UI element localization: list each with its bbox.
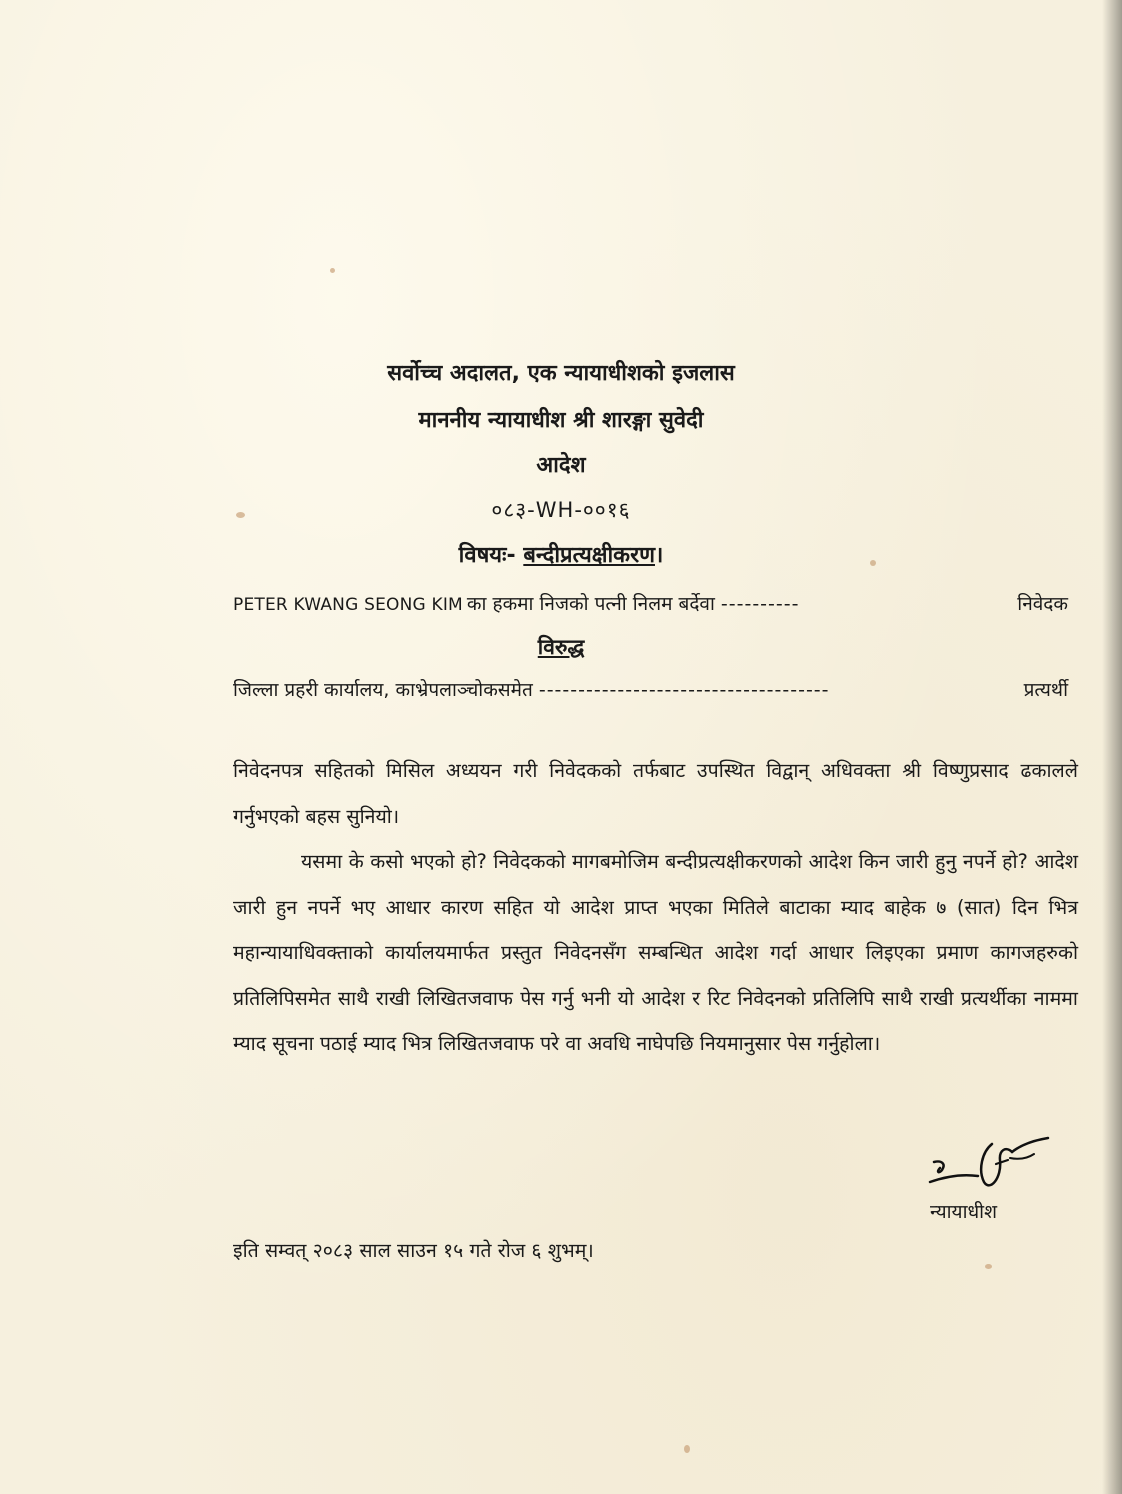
subject-line bbox=[0, 539, 1122, 569]
case-number: ०८३-WH-००१६ bbox=[491, 498, 631, 522]
respondent-text: जिल्ला प्रहरी कार्यालय, काभ्रेपलाञ्चोकसमेत bbox=[233, 679, 533, 701]
subject-value: बन्दीप्रत्यक्षीकरण bbox=[523, 543, 655, 568]
judge-signature bbox=[912, 1130, 1052, 1200]
versus-heading bbox=[0, 633, 1122, 661]
signer-title: न्यायाधीश bbox=[930, 1201, 998, 1223]
paper-speck bbox=[684, 1445, 690, 1453]
paper-speck bbox=[330, 268, 335, 273]
petitioner-role: निवेदक bbox=[1017, 593, 1068, 615]
order-body bbox=[233, 748, 1078, 1067]
judge-name: माननीय न्यायाधीश श्री शारङ्गा सुवेदी bbox=[418, 408, 704, 433]
versus-text: विरुद्ध bbox=[537, 635, 585, 659]
court-title: सर्वोच्च अदालत, एक न्यायाधीशको इजलास bbox=[387, 361, 735, 386]
page-edge-shadow bbox=[1102, 0, 1122, 1494]
petitioner-text: का हकमा निजको पत्नी निलम बर्देवा bbox=[466, 593, 715, 615]
respondent-role: प्रत्यर्थी bbox=[1023, 679, 1068, 701]
paragraph-hearing: निवेदनपत्र सहितको मिसिल अध्ययन गरी निवेदकको तर्फबाट उपस्थित विद्वान् अधिवक्ता श्री विष्णुप्रसाद ढकालले गर्नुभएको बहस सुनियो। bbox=[233, 759, 1078, 828]
petitioner-row bbox=[233, 590, 1068, 616]
subject-end: । bbox=[654, 543, 664, 568]
petitioner-name: PETER KWANG SEONG KIM bbox=[233, 595, 463, 615]
respondent-row bbox=[233, 676, 1068, 702]
respondent-dashes: ------------------------------------- bbox=[538, 679, 830, 701]
document-type: आदेश bbox=[536, 453, 586, 478]
subject-label: विषयः- bbox=[458, 543, 516, 568]
paper-speck bbox=[985, 1264, 992, 1269]
petitioner-dashes: ---------- bbox=[720, 593, 800, 615]
date-line: इति सम्वत् २०८३ साल साउन १५ गते रोज ६ शुभम्। bbox=[233, 1239, 594, 1262]
paragraph-order: यसमा के कसो भएको हो? निवेदकको मागबमोजिम बन्दीप्रत्यक्षीकरणको आदेश किन जारी हुनु नपर्ने हो? आदेश जारी हुन नपर्ने भए आधार कारण सहित यो आदेश प्राप्त भएका मितिले बाटाका म्याद बाहेक ७ (सात) दिन भित्र महान्यायाधिवक्ताको कार्यालयमार्फत प्रस्तुत निवेदनसँग सम्बन्धित आदेश गर्दा आधार लिइएका प्रमाण कागजहरुको प्रतिलिपिसमेत साथै राखी लिखितजवाफ पेस गर्नु भनी यो आदेश र रिट निवेदनको प्रतिलिपि साथै राखी प्रत्यर्थीका नाममा म्याद सूचना पठाई म्याद भित्र लिखितजवाफ परे वा अवधि नाघेपछि नियमानुसार पेस गर्नुहोला। bbox=[233, 850, 1078, 1055]
